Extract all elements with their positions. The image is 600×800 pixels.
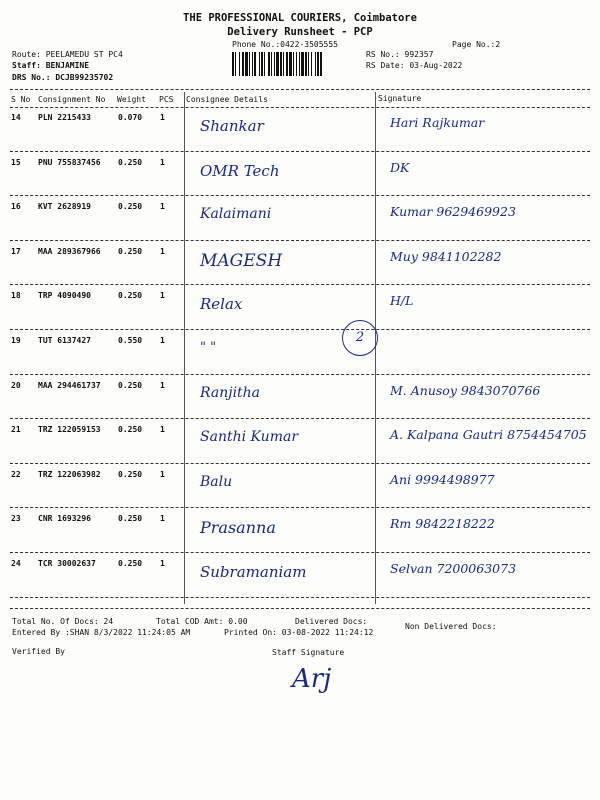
row-consignment: TRZ 122063982 [38,469,101,479]
row-signature-handwriting: DK [390,159,410,175]
row-weight: 0.550 [118,336,143,345]
row-signature-handwriting: A. Kalpana Gautri 8754454705 [390,427,587,443]
row-sno: 24 [11,559,21,568]
row-sno: 22 [11,469,21,479]
row-signature-handwriting: Hari Rajkumar [390,115,485,130]
row-rule [10,284,590,285]
row-consignment: MAA 294461737 [38,380,101,390]
row-consignment: MAA 289367966 [38,246,101,256]
row-sno: 20 [11,380,21,390]
row-signature-handwriting: Muy 9841102282 [390,248,502,264]
total-docs: Total No. Of Docs: 24 [12,617,114,626]
row-weight: 0.250 [118,514,143,524]
row-consignee-handwriting: Relax [200,295,243,314]
row-weight: 0.250 [118,425,143,435]
document-title: Delivery Runsheet - PCP [227,26,373,38]
row-pcs: 1 [160,559,165,568]
row-rule [10,374,590,375]
annotation-circle: 2 [342,320,378,356]
phone-number: Phone No.:0422-3505555 [232,40,338,49]
row-sno: 17 [11,246,21,256]
row-rule [10,195,590,196]
staff-signature-label: Staff Signature [272,648,345,657]
company-title: THE PROFESSIONAL COURIERS, Coimbatore [183,12,417,24]
entered-by: Entered By :SHAN 8/3/2022 11:24:05 AM [12,628,191,637]
row-rule [10,418,590,419]
row-pcs: 1 [160,113,165,122]
verified-by: Verified By [12,647,65,656]
barcode-bar [320,52,322,76]
row-rule [10,329,590,330]
row-rule [10,151,590,152]
non-delivered-docs: Non Delivered Docs: [405,622,497,631]
row-consignee-handwriting: Subramaniam [200,563,307,581]
row-pcs: 1 [160,469,165,479]
row-consignment: TUT 6137427 [38,336,91,345]
barcode [232,52,360,76]
column-sno: S No [11,95,31,104]
row-rule [10,552,590,553]
row-weight: 0.250 [118,291,143,301]
column-signature: Signature [378,94,422,103]
row-signature-handwriting: Selvan 7200063073 [390,561,517,576]
footer-rule [10,608,590,609]
row-sno: 16 [11,202,21,212]
row-weight: 0.250 [118,469,143,479]
row-consignment: PLN 2215433 [38,113,91,122]
row-sno: 19 [11,336,21,345]
row-consignment: PNU 755837456 [38,157,101,167]
row-consignee-handwriting: Shankar [200,117,264,135]
row-pcs: 1 [160,291,165,301]
row-weight: 0.250 [118,246,143,256]
page-number: Page No.:2 [452,40,501,49]
row-weight: 0.250 [118,202,143,212]
row-consignment: CNR 1693296 [38,514,91,524]
column-consignee: Consignee Details [186,95,268,104]
drs-number: DRS No.: DCJB99235702 [12,73,114,82]
route: Route: PEELAMEDU ST PC4 [12,50,123,59]
rs-date: RS Date: 03-Aug-2022 [366,61,463,70]
row-consignee-handwriting: Kalaimani [200,206,272,223]
row-weight: 0.250 [118,380,143,390]
row-pcs: 1 [160,157,165,167]
row-consignee-handwriting: Ranjitha [200,384,261,401]
delivered-docs: Delivered Docs: [295,617,368,626]
row-weight: 0.250 [118,157,143,167]
row-rule [10,597,590,598]
header-bottom-rule [10,107,590,108]
row-signature-handwriting: H/L [390,293,414,309]
row-pcs: 1 [160,425,165,435]
row-sno: 21 [11,425,21,435]
row-signature-handwriting: Kumar 9629469923 [390,204,516,220]
row-pcs: 1 [160,202,165,212]
row-rule [10,507,590,508]
row-sno: 18 [11,291,21,301]
column-pcs: PCS [159,95,174,104]
header-top-rule [10,89,590,90]
row-consignment: TRZ 122059153 [38,425,101,435]
row-consignee-handwriting: MAGESH [200,250,283,271]
row-consignment: TCR 30002637 [38,559,96,568]
staff-signature-mark: Arj [292,664,332,694]
row-consignee-handwriting: Balu [200,473,233,490]
column-weight: Weight [117,95,146,104]
row-weight: 0.250 [118,559,143,568]
column-consignment: Consignment No [38,95,106,104]
row-rule [10,240,590,241]
row-consignee-handwriting: Prasanna [200,518,276,538]
row-pcs: 1 [160,336,165,345]
row-sno: 23 [11,514,21,524]
row-pcs: 1 [160,246,165,256]
row-signature-handwriting: Rm 9842218222 [390,516,495,532]
row-sno: 14 [11,113,21,122]
row-sno: 15 [11,157,21,167]
row-rule [10,463,590,464]
rs-number: RS No.: 992357 [366,50,434,59]
row-pcs: 1 [160,514,165,524]
printed-on: Printed On: 03-08-2022 11:24:12 [224,628,374,637]
row-consignee-handwriting: OMR Tech [200,161,280,180]
row-pcs: 1 [160,380,165,390]
row-consignment: KVT 2628919 [38,202,91,212]
row-signature-handwriting: Ani 9994498977 [390,471,495,487]
row-consignment: TRP 4090490 [38,291,91,301]
row-consignee-handwriting: " " [200,340,217,355]
row-weight: 0.070 [118,113,143,122]
staff-name: Staff: BENJAMINE [12,61,90,70]
row-consignee-handwriting: Santhi Kumar [200,429,299,446]
row-signature-handwriting: M. Anusoy 9843070766 [390,382,541,398]
total-cod: Total COD Amt: 0.00 [156,617,248,626]
